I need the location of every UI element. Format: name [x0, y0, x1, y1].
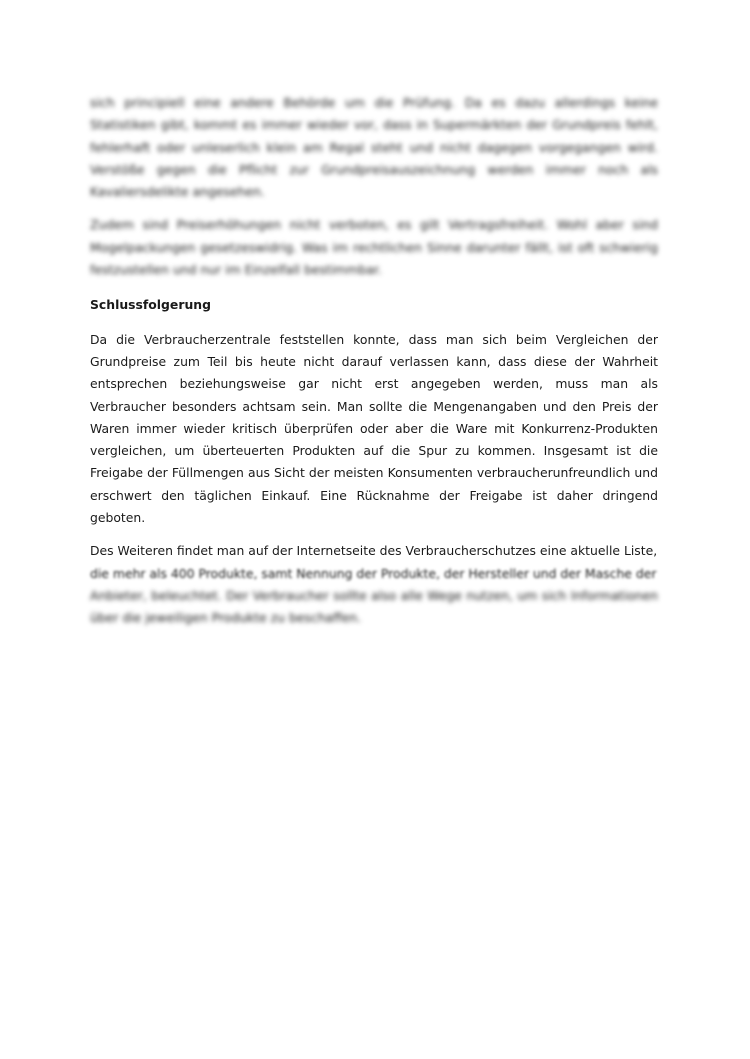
paragraph-blurred-2: Zudem sind Preiserhöhungen nicht verboten, es gilt Vertragsfreiheit. Wohl aber sind Mogelpackungen gesetzeswidrig. Was im rechtlichen Sinne darunter fällt, ist oft schwierig festzustellen und nur im Einzelfall bestimmbar. — [90, 217, 658, 278]
paragraph-further-rest: Anbieter, beleuchtet. Der Verbraucher sollte also alle Wege nutzen, um sich Informationen über die jeweiligen Produkte zu beschaffen. — [90, 587, 658, 626]
section-heading: Schlussfolgerung — [90, 297, 211, 313]
paragraph-blurred-1: sich principiell eine andere Behörde um die Prüfung. Da es dazu allerdings keine Statistiken gibt, kommt es immer wieder vor, dass in Supermärkten der Grundpreis fehlt, fehlerhaft oder unleserlich klein am Regal steht und nicht dagegen vorgegangen wird. Verstöße gegen die Pflicht zur Grundpreisauszeichnung werden immer noch als Kavaliersdelikte angesehen. — [90, 95, 658, 200]
document-body — [90, 92, 658, 630]
paragraph-further — [90, 540, 658, 629]
paragraph-further-line-1: Des Weiteren findet man auf der Internetseite des Verbraucherschutzes eine aktuelle Liste, — [90, 543, 658, 559]
paragraph-further-line-2: die mehr als 400 Produkte, samt Nennung der Produkte, der Hersteller und der Masche der — [90, 565, 657, 581]
paragraph-conclusion: Da die Verbraucherzentrale feststellen konnte, dass man sich beim Vergleichen der Grundpreise zum Teil bis heute nicht darauf verlassen kann, dass diese der Wahrheit entsprechen beziehungsweise gar nicht erst angegeben werden, muss man als Verbraucher besonders achtsam sein. Man sollte die Mengenangaben und den Preis der Waren immer wieder kritisch überprüfen oder aber die Ware mit Konkurrenz-Produkten vergleichen, um überteuerten Produkten auf die Spur zu kommen. Insgesamt ist die Freigabe der Füllmengen aus Sicht der meisten Konsumenten verbraucherunfreundlich und erschwert den täglichen Einkauf. Eine Rücknahme der Freigabe ist daher dringend geboten. — [90, 331, 658, 526]
